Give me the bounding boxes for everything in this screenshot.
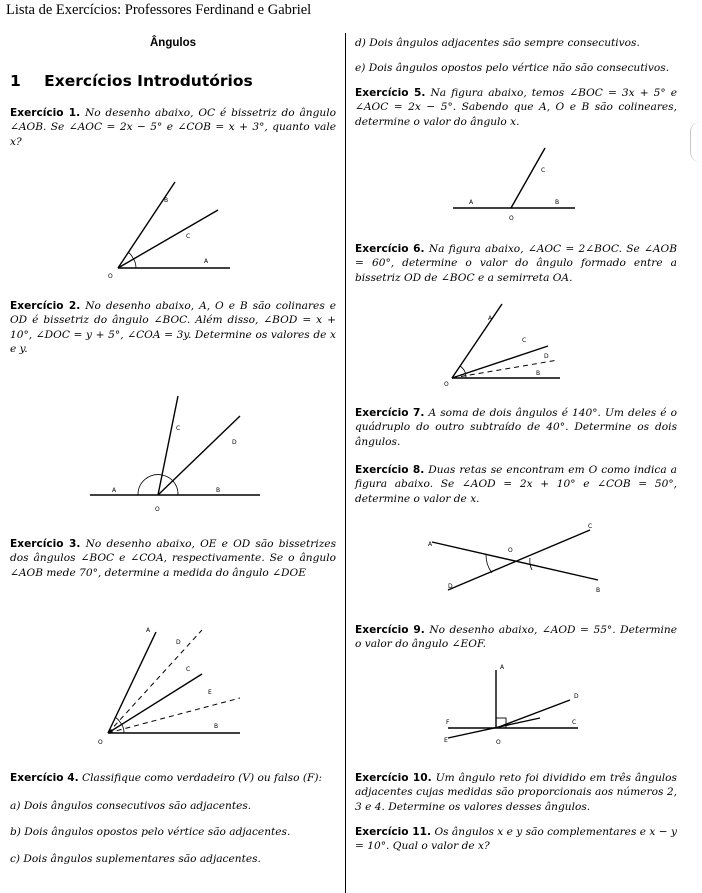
fig6-label-b: B bbox=[536, 370, 541, 377]
exercise-9: Exercício 9. No desenho abaixo, ∠AOD = 55°. Determine o valor do ângulo ∠EOF. bbox=[355, 624, 677, 651]
page-header: Ângulos bbox=[150, 37, 196, 49]
ray-oa bbox=[452, 304, 502, 378]
ray-oc bbox=[452, 346, 548, 378]
exercise-5: Exercício 5. Na figura abaixo, temos ∠BOC = 3x + 5° e ∠AOC = 2x − 5°. Sabendo que A, O e B são colineares, determine o valor do ângulo x. bbox=[355, 87, 678, 128]
fig9-label-c: C bbox=[572, 719, 577, 726]
ray-od bbox=[158, 416, 240, 495]
fig2-label-a: A bbox=[112, 487, 117, 494]
ex4-item-d: d) Dois ângulos adjacentes são sempre consecutivos. bbox=[355, 37, 640, 49]
fig9-label-o: O bbox=[496, 739, 501, 746]
fig3-label-d: D bbox=[176, 639, 181, 646]
scroll-indicator[interactable] bbox=[690, 122, 702, 162]
fig9-label-a: A bbox=[500, 664, 505, 671]
document-title: Lista de Exercícios: Professores Ferdinand e Gabriel bbox=[6, 2, 312, 18]
column-divider bbox=[345, 33, 346, 893]
fig3-label-o: O bbox=[98, 739, 103, 746]
fig5-label-b: B bbox=[555, 199, 560, 206]
fig1-label-o: O bbox=[108, 273, 113, 280]
fig3-label-e: E bbox=[208, 689, 212, 696]
figure-5 bbox=[445, 140, 595, 225]
ray-oc bbox=[118, 210, 218, 268]
exercise-6: Exercício 6. Na figura abaixo, ∠AOC = 2∠BOC. Se ∠AOB = 60°, determine o valor do ângulo formado entre a bissetriz OD de ∠BOC e a semirreta OA. bbox=[355, 243, 678, 284]
exercise-7: Exercício 7. A soma de dois ângulos é 140°. Um deles é o quádruplo do outro subtraído de 40°. Determine os dois ângulos. bbox=[355, 407, 678, 448]
figure-3 bbox=[90, 620, 250, 750]
figure-2 bbox=[80, 388, 280, 518]
ray-od bbox=[108, 630, 202, 733]
exercise-4: Exercício 4. Classifique como verdadeiro (V) ou falso (F): bbox=[10, 772, 323, 784]
figure-9 bbox=[440, 660, 590, 750]
ex4-item-a: a) Dois ângulos consecutivos são adjacentes. bbox=[10, 800, 252, 812]
ray-oc bbox=[511, 148, 545, 208]
fig2-label-c: C bbox=[176, 425, 181, 432]
line-cd bbox=[448, 530, 590, 590]
fig9-label-d: D bbox=[574, 693, 579, 700]
fig5-label-a: A bbox=[469, 199, 474, 206]
fig6-label-o: O bbox=[444, 381, 449, 388]
fig3-label-b: B bbox=[214, 723, 219, 730]
fig3-label-a: A bbox=[146, 627, 151, 634]
figure-1 bbox=[100, 160, 250, 285]
fig2-label-b: B bbox=[216, 487, 221, 494]
figure-6 bbox=[440, 300, 580, 390]
fig1-label-a: A bbox=[204, 258, 209, 265]
ray-ob bbox=[118, 182, 175, 268]
fig2-label-d: D bbox=[232, 439, 237, 446]
figure-8 bbox=[420, 518, 620, 603]
fig9-label-e: E bbox=[444, 737, 448, 744]
ex4-item-c: c) Dois ângulos suplementares são adjacentes. bbox=[10, 853, 261, 865]
ray-oc bbox=[158, 396, 181, 495]
fig8-label-b: B bbox=[596, 587, 601, 594]
fig6-label-d: D bbox=[544, 353, 549, 360]
fig1-label-c: C bbox=[186, 233, 191, 240]
fig9-label-f: F bbox=[446, 719, 450, 726]
fig8-label-o: O bbox=[508, 547, 513, 554]
exercise-10: Exercício 10. Um ângulo reto foi dividido em três ângulos adjacentes cujas medidas são proporcionais aos números 2, 3 e 4. Determine os valores desses ângulos. bbox=[355, 772, 677, 813]
ex4-item-b: b) Dois ângulos opostos pelo vértice são adjacentes. bbox=[10, 826, 291, 838]
fig8-label-d: D bbox=[448, 583, 453, 590]
ray-oe bbox=[108, 698, 240, 733]
ex4-item-e: e) Dois ângulos opostos pelo vértice não são consecutivos. bbox=[355, 62, 670, 74]
exercise-3: Exercício 3. No desenho abaixo, OE e OD são bissetrizes dos ângulos ∠BOC e ∠COA, respectivamente. Se o ângulo ∠AOB mede 70°, determine a medida do ângulo ∠DOE bbox=[10, 538, 337, 579]
exercise-8: Exercício 8. Duas retas se encontram em O como indica a figura abaixo. Se ∠AOD = 2x + 10° e ∠COB = 50°, determine o valor de x. bbox=[355, 464, 677, 505]
fig6-label-a: A bbox=[488, 315, 493, 322]
fig8-label-c: C bbox=[588, 523, 593, 530]
fig5-label-c: C bbox=[541, 167, 546, 174]
exercise-2: Exercício 2. No desenho abaixo, A, O e B são colinares e OD é bissetriz do ângulo ∠BOC. Além disso, ∠BOD = x + 10°, ∠DOC = y + 5°, ∠COA = 3y. Determine os valores de x e y. bbox=[10, 300, 336, 356]
exercise-11: Exercício 11. Os ângulos x e y são complementares e x − y = 10°. Qual o valor de x? bbox=[355, 826, 677, 853]
ray-od bbox=[452, 360, 558, 378]
fig2-label-o: O bbox=[155, 506, 160, 513]
fig8-label-a: A bbox=[428, 541, 433, 548]
exercise-1: Exercício 1. No desenho abaixo, OC é bissetriz do ângulo ∠AOB. Se ∠AOC = 2x − 5° e ∠COB = x + 3°, quanto vale x? bbox=[10, 107, 336, 148]
ray-od bbox=[496, 700, 570, 728]
section-heading: 1 Exercícios Introdutórios bbox=[10, 72, 253, 90]
fig5-label-o: O bbox=[509, 215, 514, 222]
fig1-label-b: B bbox=[164, 197, 169, 204]
fig3-label-c: C bbox=[186, 666, 191, 673]
fig6-label-c: C bbox=[522, 337, 527, 344]
